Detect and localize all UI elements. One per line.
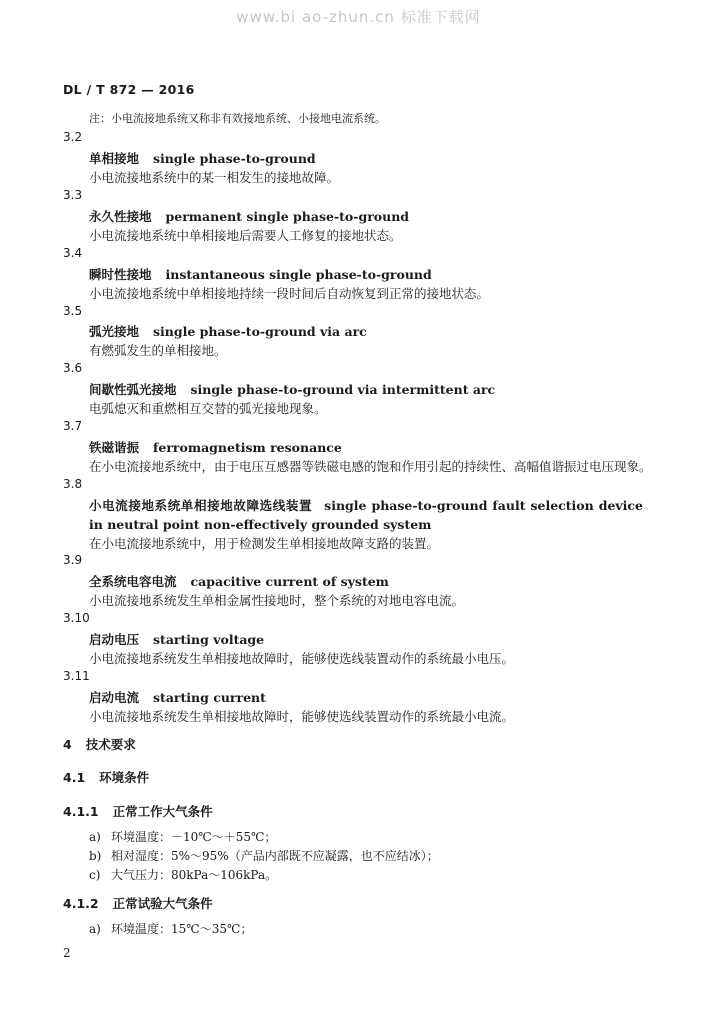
- term-en: capacitive current of system: [190, 574, 389, 589]
- term-title: [89, 438, 342, 456]
- term-title: [89, 630, 264, 648]
- clause-number: 3.11: [63, 669, 90, 683]
- section-number: 4.1: [63, 770, 86, 785]
- term-title: [89, 322, 367, 340]
- section-title: 环境条件: [99, 770, 150, 785]
- term-definition: 在小电流接地系统中，用于检测发生单相接地故障支路的装置。: [89, 536, 440, 551]
- term-zh: 瞬时性接地: [89, 267, 152, 282]
- term-en: ferromagnetism resonance: [153, 440, 342, 455]
- section-heading: [63, 894, 213, 912]
- note: 注：小电流接地系统又称非有效接地系统、小接地电流系统。: [89, 112, 386, 125]
- clause-number: 3.2: [63, 130, 83, 144]
- term-en: instantaneous single phase-to-ground: [165, 267, 432, 282]
- list-item: [89, 828, 276, 845]
- list-marker: a): [89, 922, 101, 936]
- clause-number: 3.9: [63, 553, 83, 567]
- list-item-text: 大气压力：80kPa～106kPa。: [111, 868, 278, 882]
- term-definition: 有燃弧发生的单相接地。: [89, 343, 227, 358]
- clause-number: 3.5: [63, 304, 83, 318]
- clause-number: 3.3: [63, 188, 83, 202]
- term-zh: 单相接地: [89, 151, 140, 166]
- term-title: [89, 380, 495, 398]
- term-zh: 铁磁谐振: [89, 440, 140, 455]
- term-zh: 启动电压: [89, 632, 140, 647]
- term-definition: 小电流接地系统中的某一相发生的接地故障。: [89, 170, 340, 185]
- section-title: 技术要求: [85, 737, 136, 752]
- term-definition: 小电流接地系统发生单相接地故障时，能够使选线装置动作的系统最小电流。: [89, 709, 515, 724]
- list-item: [89, 920, 252, 937]
- term-zh: 弧光接地: [89, 324, 140, 339]
- clause-number: 3.6: [63, 361, 83, 375]
- term-title: [89, 688, 266, 706]
- list-marker: b): [89, 849, 102, 863]
- list-item: [89, 847, 439, 864]
- term-en: single phase-to-ground via arc: [153, 324, 367, 339]
- term-en: single phase-to-ground via intermittent arc: [190, 382, 496, 397]
- page-number: 2: [63, 946, 71, 960]
- list-item-text: 环境温度：－10℃～＋55℃；: [111, 830, 277, 844]
- term-definition: 小电流接地系统中单相接地持续一段时间后自动恢复到正常的接地状态。: [89, 286, 490, 301]
- section-number: 4.1.1: [63, 804, 99, 819]
- term-en: permanent single phase-to-ground: [165, 209, 410, 224]
- term-en: single phase-to-ground: [153, 151, 316, 166]
- section-number: 4: [63, 737, 72, 752]
- term-zh: 小电流接地系统单相接地故障选线装置: [89, 498, 313, 513]
- term-zh: 间歇性弧光接地: [89, 382, 177, 397]
- section-number: 4.1.2: [63, 896, 99, 911]
- term-title: [89, 496, 643, 534]
- section-title: 正常工作大气条件: [112, 804, 213, 819]
- clause-number: 3.7: [63, 419, 83, 433]
- section-heading: [63, 735, 136, 753]
- term-definition: 小电流接地系统中单相接地后需要人工修复的接地状态。: [89, 228, 402, 243]
- list-marker: c): [89, 868, 101, 882]
- term-zh: 全系统电容电流: [89, 574, 177, 589]
- term-title: [89, 207, 409, 225]
- section-title: 正常试验大气条件: [112, 896, 213, 911]
- clause-number: 3.4: [63, 246, 83, 260]
- watermark: www.bi ao-zhun.cn 标准下载网: [236, 8, 481, 26]
- section-heading: [63, 802, 213, 820]
- term-definition: 小电流接地系统发生单相金属性接地时，整个系统的对地电容电流。: [89, 593, 465, 608]
- term-title: [89, 149, 316, 167]
- standard-header: DL / T 872 — 2016: [63, 82, 195, 97]
- term-en: starting voltage: [153, 632, 265, 647]
- term-en: starting current: [153, 690, 266, 705]
- list-item-text: 相对湿度：5%～95%（产品内部既不应凝露，也不应结冰）；: [111, 849, 439, 863]
- term-definition: 电弧熄灭和重燃相互交替的弧光接地现象。: [89, 401, 327, 416]
- section-heading: [63, 768, 149, 786]
- term-en: single phase-to-ground fault selection device in neutral point non-effectively grounded system: [89, 498, 643, 532]
- list-marker: a): [89, 830, 101, 844]
- list-item: [89, 866, 277, 883]
- clause-number: 3.10: [63, 611, 90, 625]
- list-item-text: 环境温度：15℃～35℃；: [111, 922, 253, 936]
- term-definition: 在小电流接地系统中，由于电压互感器等铁磁电感的饱和作用引起的持续性、高幅值谐振过电压现象。: [89, 459, 652, 474]
- term-definition: 小电流接地系统发生单相接地故障时，能够使选线装置动作的系统最小电压。: [89, 651, 515, 666]
- term-zh: 启动电流: [89, 690, 140, 705]
- term-title: [89, 572, 389, 590]
- clause-number: 3.8: [63, 477, 83, 491]
- term-zh: 永久性接地: [89, 209, 152, 224]
- term-title: [89, 265, 432, 283]
